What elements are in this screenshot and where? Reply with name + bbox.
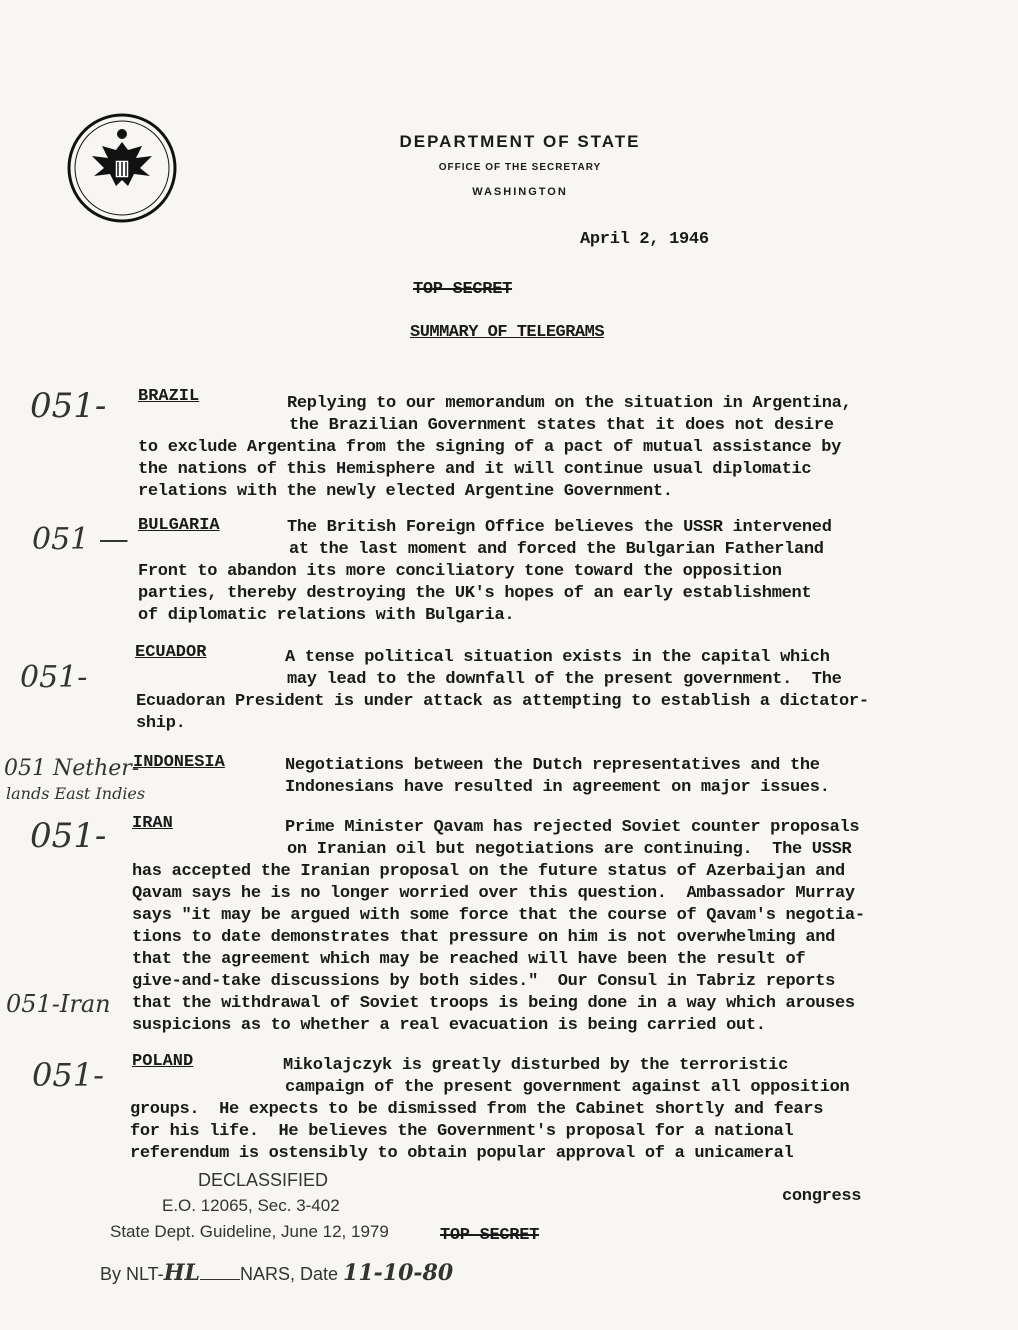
ecuador-line-3: Ecuadoran President is under attack as attempting to establish a dictator- [136,692,869,711]
poland-line-5: referendum is ostensibly to obtain popular approval of a unicameral [130,1144,794,1163]
iran-line-5: says "it may be argued with some force that the course of Qavam's negotia- [132,906,865,925]
iran-line-6: tions to date demonstrates that pressure on him is not overwhelming and [132,928,836,947]
brazil-line-5: relations with the newly elected Argentine Government. [138,482,673,501]
letterhead-office: OFFICE OF THE SECRETARY [438,162,602,173]
iran-line-9: that the withdrawal of Soviet troops is being done in a way which arouses [132,994,855,1013]
bulgaria-line-5: of diplomatic relations with Bulgaria. [138,606,515,625]
poland-line-2: campaign of the present government against all opposition [285,1078,850,1097]
iran-line-4: Qavam says he is no longer worried over this question. Ambassador Murray [132,884,855,903]
poland-line-3: groups. He expects to be dismissed from the Cabinet shortly and fears [130,1100,824,1119]
annotation-bulgaria: 051 — [32,522,129,557]
brazil-line-2: the Brazilian Government states that it does not desire [289,416,834,435]
annotation-indonesia-1: 051 Nether- [4,756,140,781]
declassified-by-prefix: By NLT- [100,1264,164,1284]
declassified-authority: E.O. 12065, Sec. 3-402 [162,1196,340,1215]
indonesia-line-2: Indonesians have resulted in agreement on major issues. [285,778,830,797]
declassified-stamp: DECLASSIFIED [198,1170,329,1190]
ecuador-line-4: ship. [136,714,186,733]
poland-line-1: Mikolajczyk is greatly disturbed by the terroristic [283,1056,788,1075]
label-bulgaria: BULGARIA [138,516,220,535]
annotation-brazil: 051- [30,386,107,426]
iran-line-8: give-and-take discussions by both sides." Our Consul in Tabriz reports [132,972,836,991]
letterhead-department: DEPARTMENT OF STATE [399,132,641,151]
iran-line-2: on Iranian oil but negotiations are continuing. The USSR [287,840,852,859]
annotation-indonesia-2: lands East Indies [6,784,146,803]
iran-line-7: that the agreement which may be reached will have been the result of [132,950,806,969]
bulgaria-line-3: Front to abandon its more conciliatory tone toward the opposition [138,562,782,581]
label-ecuador: ECUADOR [135,643,207,662]
iran-line-10: suspicions as to whether a real evacuation is being carried out. [132,1016,766,1035]
brazil-line-1: Replying to our memorandum on the situation in Argentina, [287,394,852,413]
bulgaria-line-1: The British Foreign Office believes the USSR intervened [287,518,832,537]
indonesia-line-1: Negotiations between the Dutch representatives and the [285,756,820,775]
ecuador-line-1: A tense political situation exists in the capital which [285,648,830,667]
iran-line-1: Prime Minister Qavam has rejected Soviet counter proposals [285,818,860,837]
label-indonesia: INDONESIA [133,753,225,772]
declassified-by [100,1260,453,1286]
declassified-date: 11-10-80 [343,1260,454,1286]
label-brazil: BRAZIL [138,387,200,406]
catchword: congress [782,1187,862,1206]
declassified-initials: HL [163,1260,200,1286]
iran-line-3: has accepted the Iranian proposal on the future status of Azerbaijan and [132,862,845,881]
document-title: SUMMARY OF TELEGRAMS [410,323,605,342]
declassified-nars: NARS, Date [239,1264,338,1284]
letterhead-city: WASHINGTON [472,186,568,198]
bulgaria-line-2: at the last moment and forced the Bulgarian Fatherland [289,540,824,559]
annotation-iran-2: 051-Iran [6,990,111,1018]
annotation-iran: 051- [30,816,107,856]
department-seal-icon [66,112,178,224]
classification-top: TOP SECRET [413,280,513,299]
bulgaria-line-4: parties, thereby destroying the UK's hopes of an early establishment [138,584,812,603]
poland-line-4: for his life. He believes the Government's proposal for a national [130,1122,794,1141]
annotation-poland: 051- [32,1056,104,1094]
brazil-line-3: to exclude Argentina from the signing of a pact of mutual assistance by [138,438,842,457]
annotation-ecuador: 051- [20,660,88,695]
label-poland: POLAND [132,1052,194,1071]
label-iran: IRAN [132,814,173,833]
declassified-guideline: State Dept. Guideline, June 12, 1979 [110,1222,389,1241]
ecuador-line-2: may lead to the downfall of the present government. The [287,670,842,689]
classification-bottom: TOP SECRET [440,1226,540,1245]
brazil-line-4: the nations of this Hemisphere and it will continue usual diplomatic [138,460,812,479]
document-date: April 2, 1946 [580,230,709,249]
